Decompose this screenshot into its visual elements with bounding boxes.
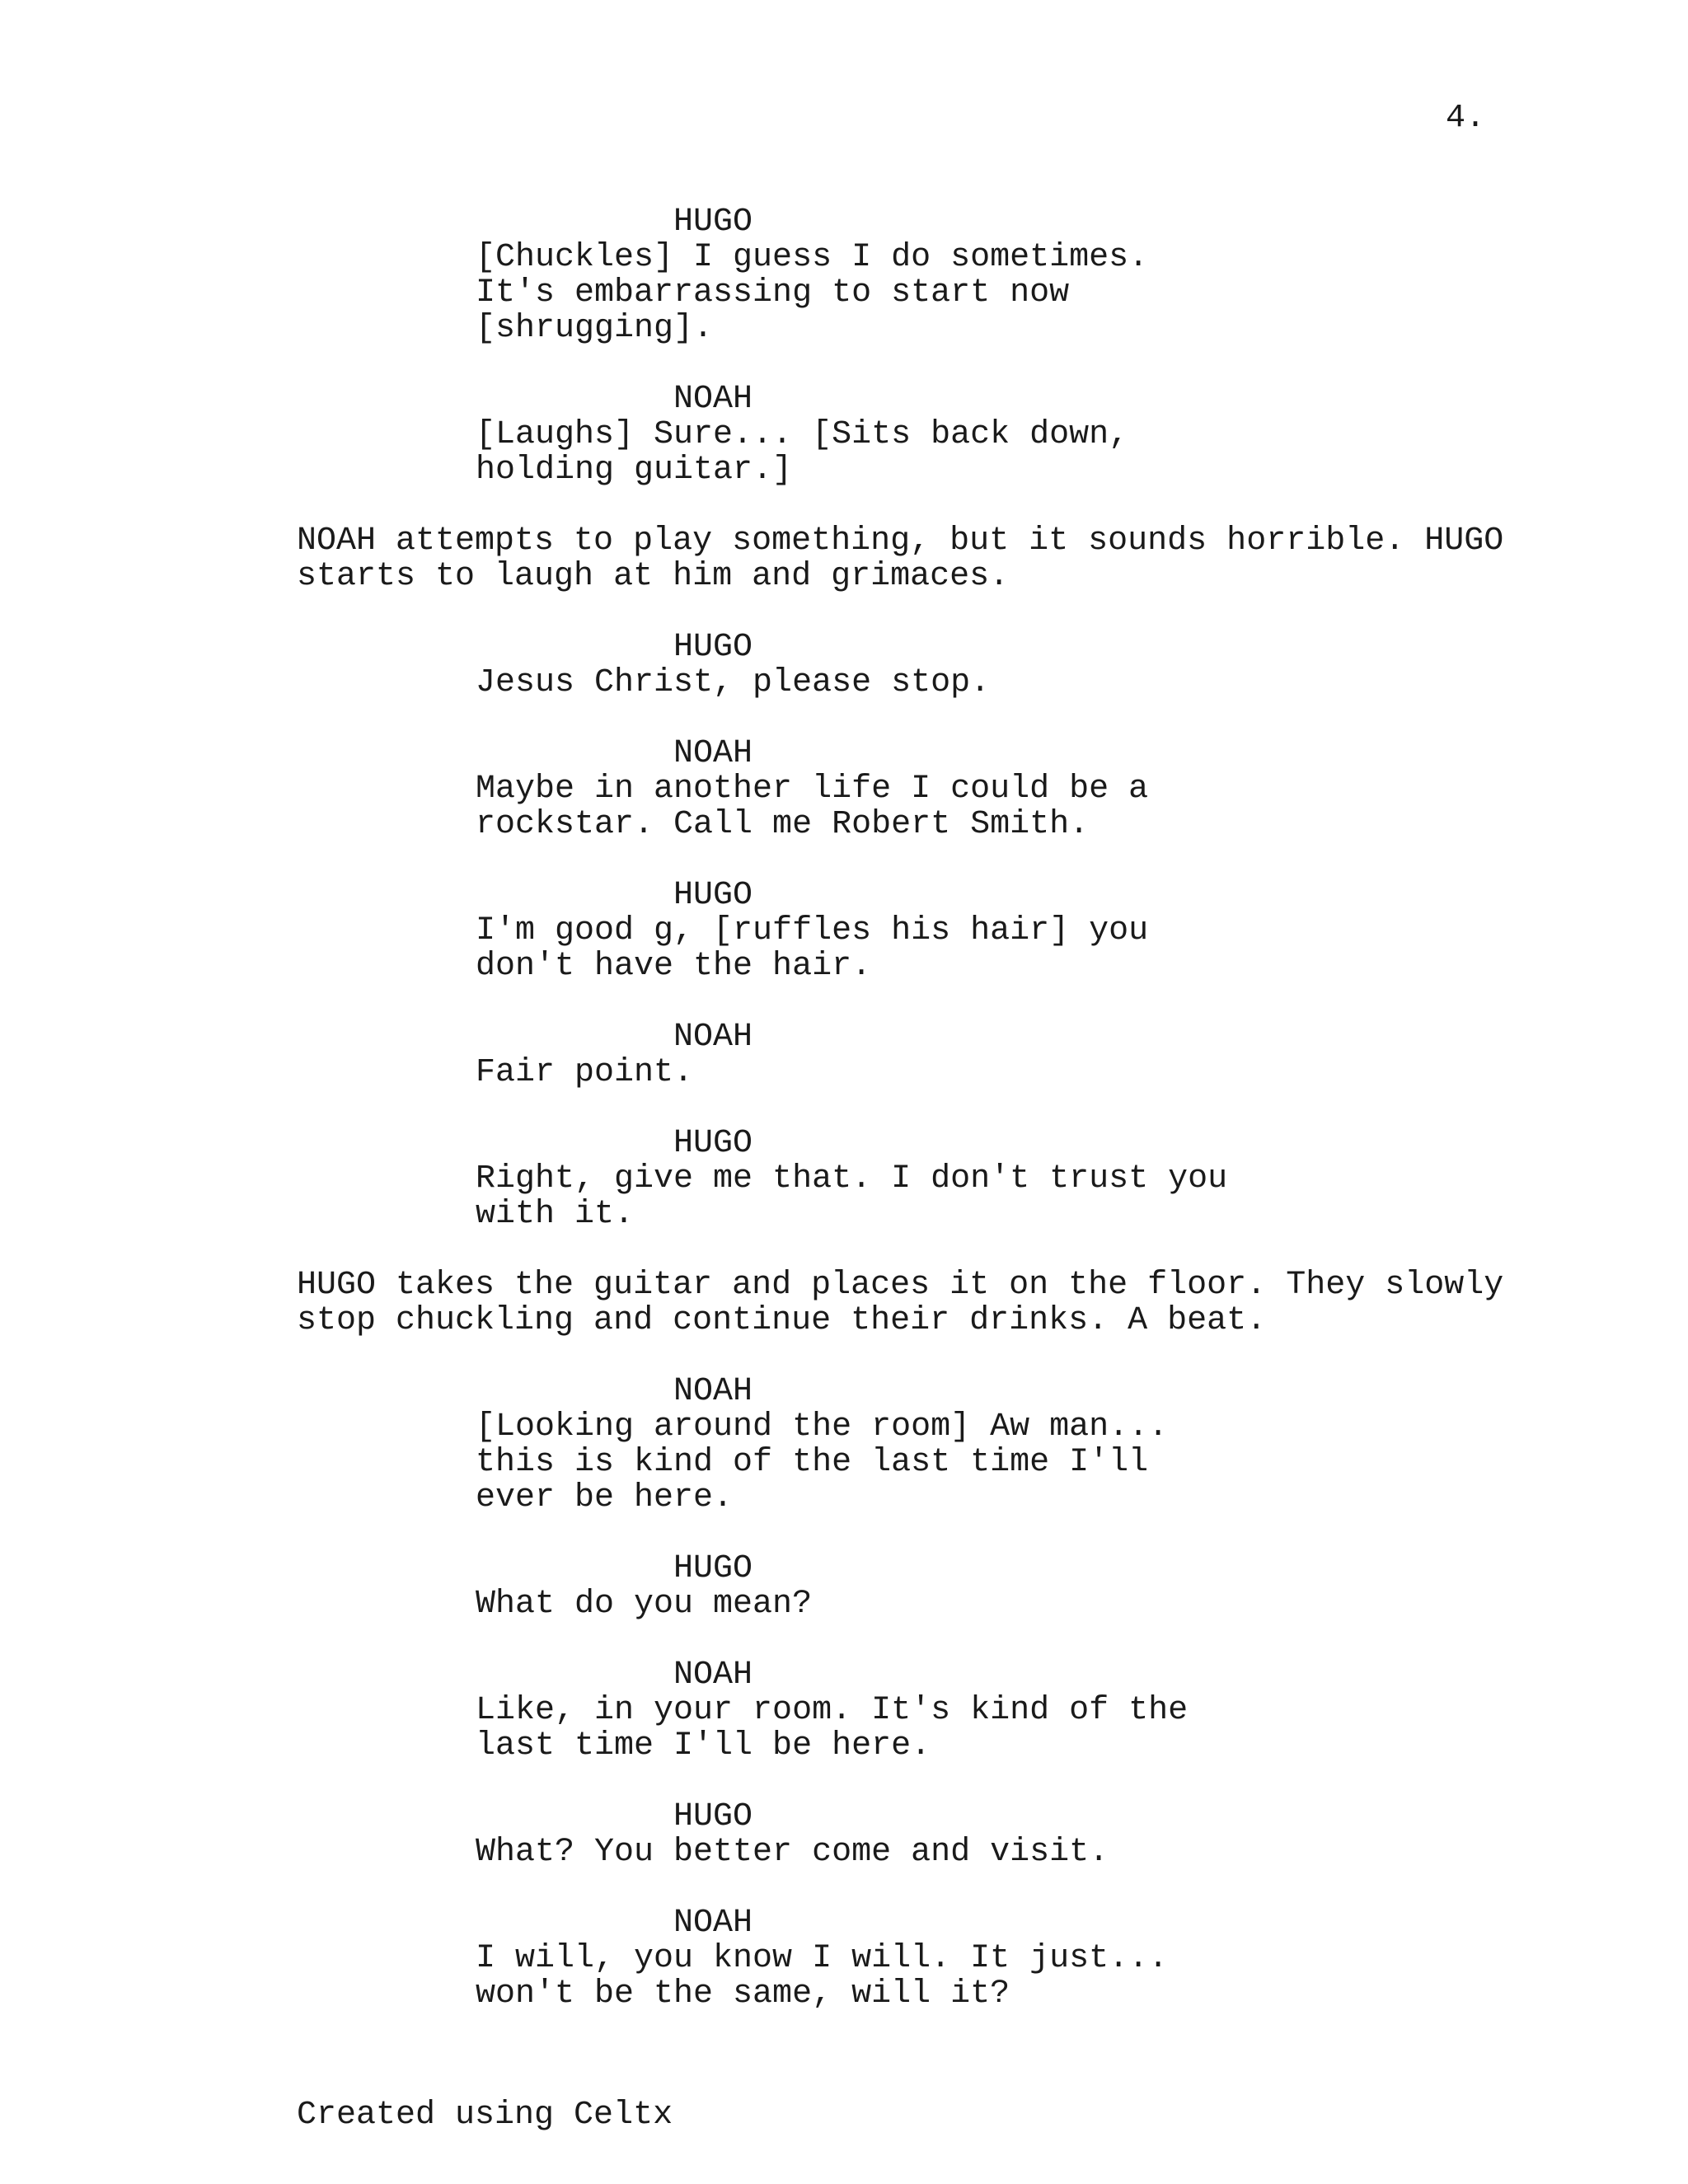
dialogue-line: Right, give me that. I don't trust you <box>476 1160 1228 1197</box>
dialogue-line: [Chuckles] I guess I do sometimes. <box>476 239 1149 276</box>
dialogue-line: ever be here. <box>476 1479 734 1516</box>
footer-credit: Created using Celtx <box>297 2097 673 2134</box>
character-name: NOAH <box>673 735 753 772</box>
dialogue-line: I will, you know I will. It just... <box>476 1940 1169 1977</box>
dialogue-line: Fair point. <box>476 1054 694 1091</box>
action-block <box>297 1268 1688 1338</box>
action-line: HUGO takes the guitar and places it on the floor. They slowly <box>297 1267 1504 1304</box>
dialogue-line: Maybe in another life I could be a <box>476 771 1149 808</box>
dialogue-line: What do you mean? <box>476 1586 813 1623</box>
character-name: HUGO <box>673 877 753 914</box>
page-number: 4. <box>1446 100 1486 137</box>
dialogue-line: this is kind of the last time I'll <box>476 1444 1149 1481</box>
dialogue-line: [Laughs] Sure... [Sits back down, <box>476 416 1129 453</box>
action-line: starts to laugh at him and grimaces. <box>297 558 1010 595</box>
dialogue-block <box>476 417 1688 488</box>
dialogue-line: Jesus Christ, please stop. <box>476 664 991 701</box>
dialogue-block <box>476 665 1688 701</box>
dialogue-line: I'm good g, [ruffles his hair] you <box>476 912 1149 949</box>
dialogue-block <box>476 1409 1688 1516</box>
dialogue-line: [Looking around the room] Aw man... <box>476 1408 1169 1446</box>
character-name: NOAH <box>673 1657 753 1694</box>
dialogue-line: won't be the same, will it? <box>476 1975 1010 2013</box>
action-line: NOAH attempts to play something, but it sounds horrible. HUGO <box>297 523 1504 560</box>
dialogue-block <box>476 1055 1688 1090</box>
character-name: HUGO <box>673 1798 753 1835</box>
dialogue-block <box>476 1941 1688 2012</box>
character-name: NOAH <box>673 381 753 418</box>
character-name: HUGO <box>673 204 753 241</box>
dialogue-line: Like, in your room. It's kind of the <box>476 1692 1189 1729</box>
dialogue-block <box>476 240 1688 346</box>
dialogue-block <box>476 1835 1688 1870</box>
action-block <box>297 523 1688 594</box>
character-name: NOAH <box>673 1373 753 1410</box>
action-line: stop chuckling and continue their drinks. A beat. <box>297 1302 1267 1339</box>
dialogue-line: [shrugging]. <box>476 310 714 347</box>
dialogue-block <box>476 1693 1688 1764</box>
character-name: HUGO <box>673 1550 753 1587</box>
character-name: HUGO <box>673 1125 753 1162</box>
screenplay-body <box>0 204 1688 2012</box>
dialogue-line: What? You better come and visit. <box>476 1834 1109 1871</box>
dialogue-line: last time I'll be here. <box>476 1727 931 1765</box>
dialogue-block <box>476 1161 1688 1232</box>
dialogue-block <box>476 1586 1688 1622</box>
character-name: NOAH <box>673 1019 753 1056</box>
dialogue-line: rockstar. Call me Robert Smith. <box>476 806 1090 843</box>
dialogue-line: don't have the hair. <box>476 948 872 985</box>
character-name: HUGO <box>673 629 753 666</box>
character-name: NOAH <box>673 1905 753 1942</box>
dialogue-line: with it. <box>476 1196 635 1233</box>
dialogue-line: holding guitar.] <box>476 452 793 489</box>
dialogue-block <box>476 913 1688 984</box>
dialogue-line: It's embarrassing to start now <box>476 274 1070 312</box>
dialogue-block <box>476 771 1688 842</box>
